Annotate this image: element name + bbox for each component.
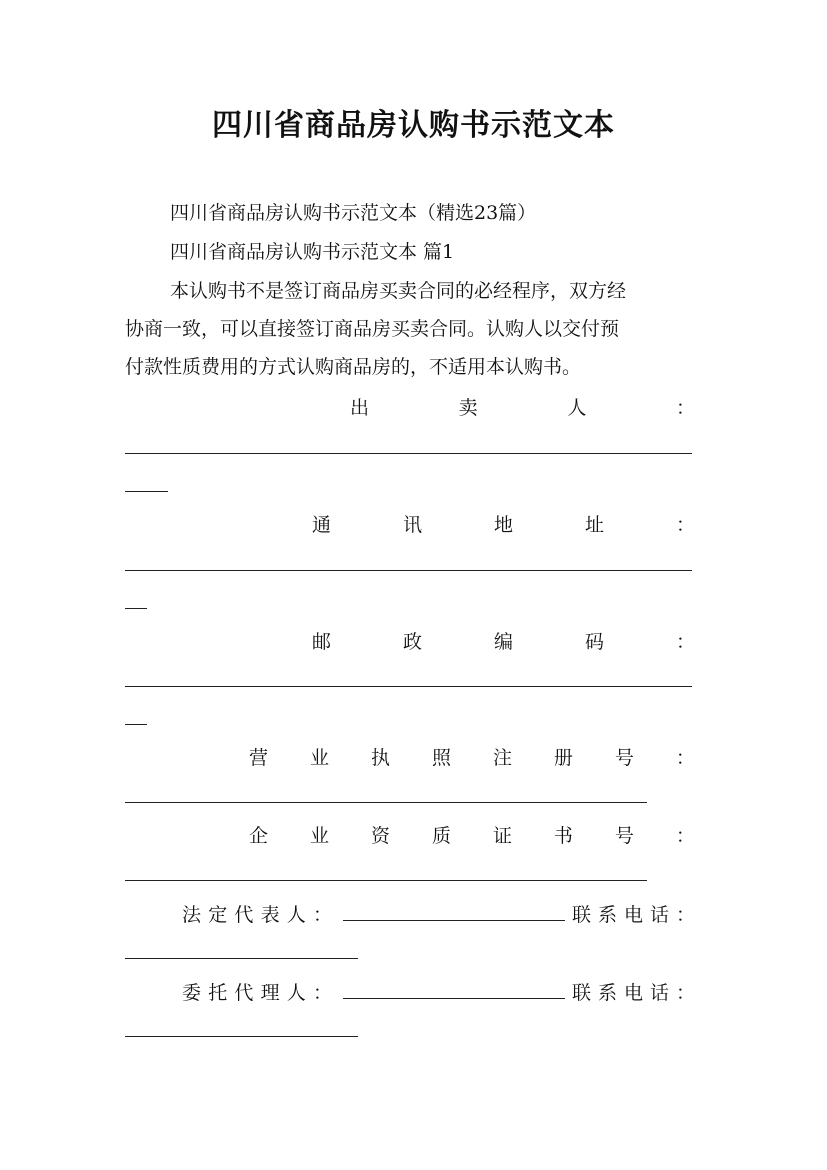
license-label-char: 执	[370, 747, 390, 769]
seller-blank-line-end[interactable]	[125, 491, 168, 492]
license-label-colon: ：	[675, 747, 695, 769]
address-label	[312, 510, 695, 537]
agent-label-char: 委	[182, 982, 202, 1004]
postcode-label-char: 编	[493, 631, 513, 653]
postcode-label-char: 政	[402, 631, 422, 653]
postcode-label-colon: ：	[675, 631, 695, 653]
qualification-label-char: 书	[553, 825, 573, 847]
license-label-char: 业	[309, 747, 329, 769]
seller-label-char: 出	[350, 397, 370, 419]
agent-label-char: 人	[286, 982, 306, 1004]
legal-rep-blank-line[interactable]	[343, 920, 565, 921]
legal-rep-phone-blank-line[interactable]	[125, 958, 358, 959]
qualification-label-colon: ：	[675, 825, 695, 847]
phone-label-char: 联	[572, 982, 592, 1004]
legal-rep-label	[182, 900, 332, 927]
address-label-char: 通	[312, 514, 332, 536]
license-label	[249, 743, 695, 770]
phone-label-char: 联	[572, 904, 592, 926]
postcode-label-char: 码	[584, 631, 604, 653]
seller-label	[350, 393, 695, 420]
qualification-label-char: 号	[614, 825, 634, 847]
phone-label-char: 系	[597, 904, 617, 926]
qualification-label-char: 资	[370, 825, 390, 847]
license-label-char: 册	[553, 747, 573, 769]
legal-rep-label-char: 人	[286, 904, 306, 926]
address-label-char: 地	[493, 514, 513, 536]
qualification-label	[249, 821, 695, 848]
phone-label-colon: ：	[675, 904, 695, 926]
seller-label-char: 人	[567, 397, 587, 419]
phone-label-colon: ：	[675, 982, 695, 1004]
agent-label-char: 托	[208, 982, 228, 1004]
agent-label-char: 代	[234, 982, 254, 1004]
legal-rep-label-char: 法	[182, 904, 202, 926]
phone-label-char: 话	[649, 982, 669, 1004]
document-subtitle: 四川省商品房认购书示范文本（精选23篇）	[170, 202, 537, 224]
seller-blank-line[interactable]	[125, 453, 692, 454]
address-blank-line[interactable]	[125, 570, 692, 571]
paragraph-line-1: 本认购书不是签订商品房买卖合同的必经程序，双方经	[170, 280, 627, 302]
postcode-blank-line-end[interactable]	[125, 724, 147, 725]
address-label-char: 址	[584, 514, 604, 536]
agent-label-char: 理	[260, 982, 280, 1004]
phone-label-char: 话	[649, 904, 669, 926]
postcode-blank-line[interactable]	[125, 686, 692, 687]
agent-label-colon: ：	[312, 982, 332, 1004]
postcode-label-char: 邮	[312, 631, 332, 653]
seller-label-char: 卖	[458, 397, 478, 419]
agent-blank-line[interactable]	[343, 998, 565, 999]
address-blank-line-end[interactable]	[125, 608, 147, 609]
license-blank-line[interactable]	[125, 802, 647, 803]
qualification-blank-line[interactable]	[125, 880, 647, 881]
qualification-label-char: 证	[492, 825, 512, 847]
legal-rep-label-char: 定	[208, 904, 228, 926]
section-heading: 四川省商品房认购书示范文本 篇1	[170, 241, 455, 263]
qualification-label-char: 企	[249, 825, 269, 847]
phone-label-char: 电	[623, 904, 643, 926]
legal-rep-phone-label	[572, 900, 695, 927]
license-label-char: 号	[614, 747, 634, 769]
legal-rep-label-char: 代	[234, 904, 254, 926]
qualification-label-char: 质	[431, 825, 451, 847]
document-title: 四川省商品房认购书示范文本	[212, 108, 615, 143]
phone-label-char: 电	[623, 982, 643, 1004]
agent-label	[182, 978, 332, 1005]
legal-rep-label-colon: ：	[312, 904, 332, 926]
qualification-label-char: 业	[309, 825, 329, 847]
address-label-colon: ：	[675, 514, 695, 536]
legal-rep-label-char: 表	[260, 904, 280, 926]
address-label-char: 讯	[402, 514, 422, 536]
seller-label-colon: ：	[675, 397, 695, 419]
license-label-char: 营	[249, 747, 269, 769]
phone-label-char: 系	[597, 982, 617, 1004]
license-label-char: 照	[431, 747, 451, 769]
postcode-label	[312, 627, 695, 654]
paragraph-line-3: 付款性质费用的方式认购商品房的，不适用本认购书。	[125, 356, 582, 378]
license-label-char: 注	[492, 747, 512, 769]
agent-phone-blank-line[interactable]	[125, 1036, 358, 1037]
agent-phone-label	[572, 978, 695, 1005]
paragraph-line-2: 协商一致，可以直接签订商品房买卖合同。认购人以交付预	[125, 318, 620, 340]
